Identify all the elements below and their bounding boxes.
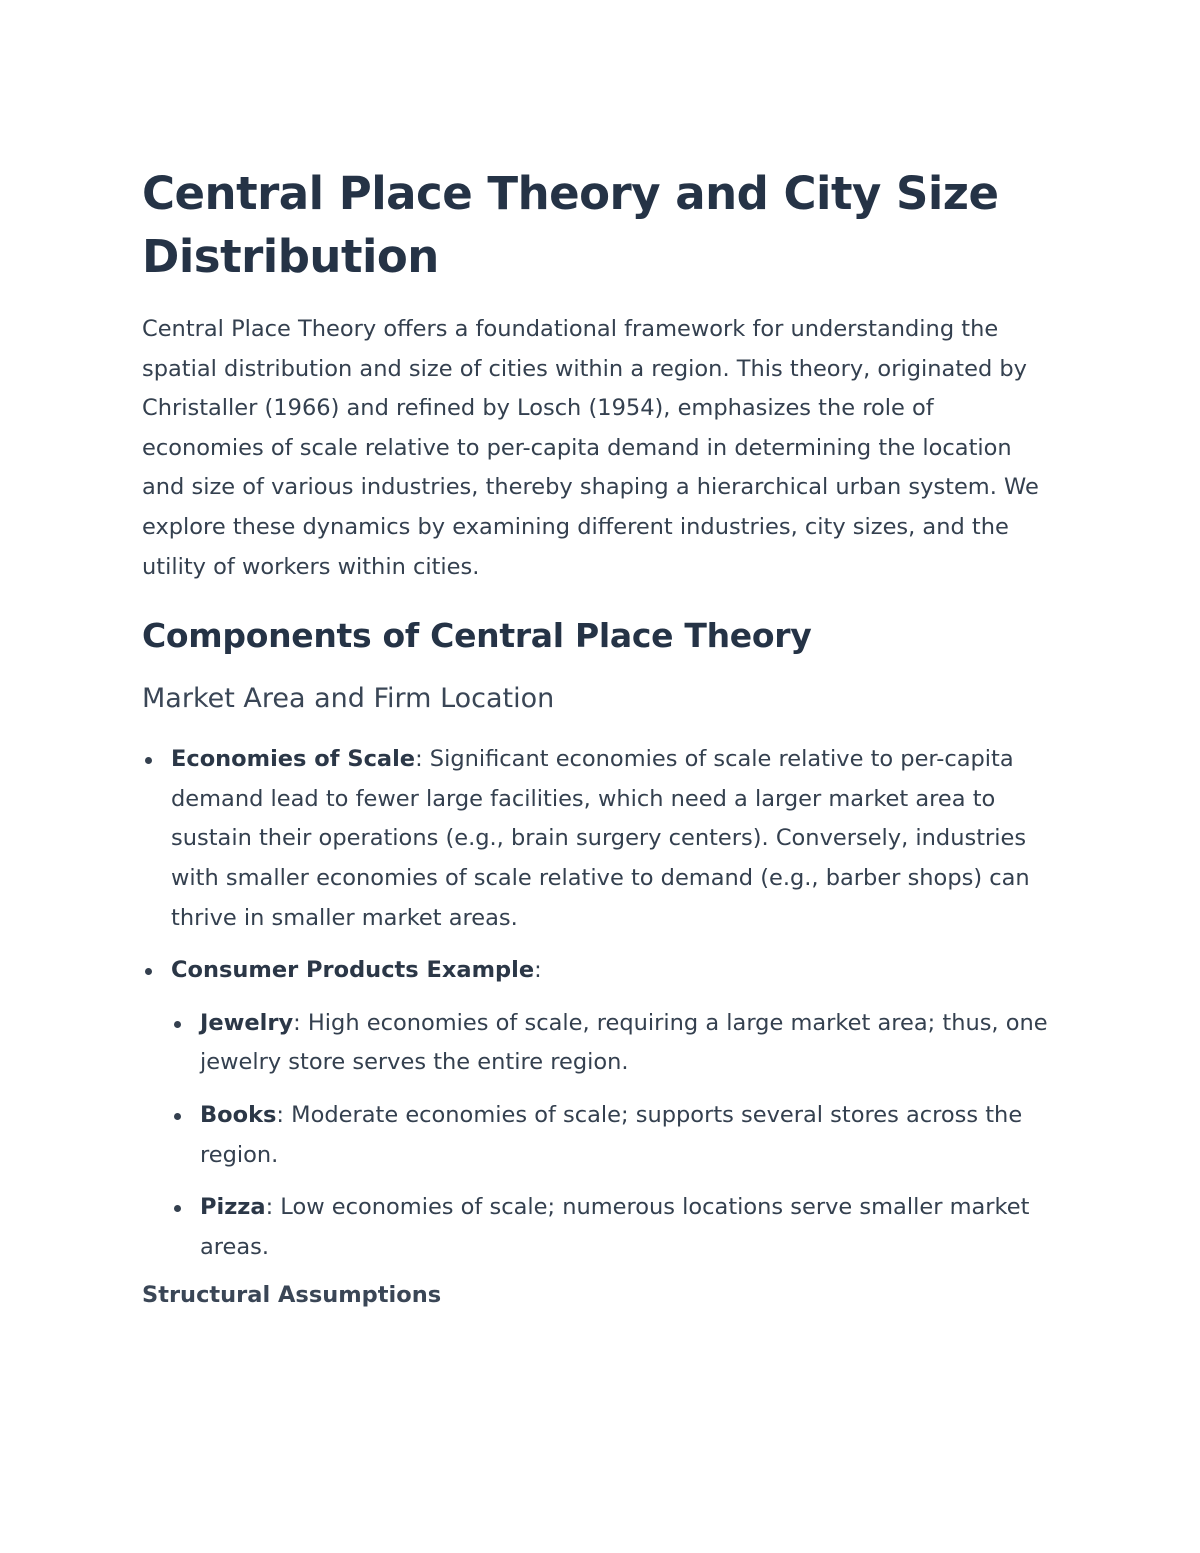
list-item-text: : High economies of scale, requiring a large market area; thus, one jewelry store serves the entire region. [200,1009,1048,1076]
intro-paragraph: Central Place Theory offers a foundational framework for understanding the spatial distribution and size of cities within a region. This theory, originated by Christaller (1966) and refined by Losch (1954), emphasizes the role of economies of scale relative to per-capita demand in determining the location and size of various industries, thereby shaping a hierarchical urban system. We explore these dynamics by examining different industries, city sizes, and the utility of workers within cities. [142,316,1039,580]
list-item-consumer-products [142,951,1057,1267]
list-item-text: : Significant economies of scale relative to per-capita demand lead to fewer large facilities, which need a larger market area to sustain their operations (e.g., brain surgery centers). Conversely, industries with smaller economies of scale relative to demand (e.g., barber shops) can thrive in smaller market areas. [171,746,1030,931]
list-item-text: : Low economies of scale; numerous locations serve smaller market areas. [200,1194,1030,1260]
document-page [142,162,1057,1312]
list-item-term: Books [200,1101,277,1128]
subsection-heading: Market Area and Firm Location [142,683,555,715]
main-bullet-list [142,740,1057,1267]
bullet-icon [174,1205,181,1212]
list-item-term: Economies of Scale [171,746,416,773]
bullet-icon [145,757,152,764]
list-item-text: : Moderate economies of scale; supports several stores across the region. [200,1101,1023,1168]
list-item-jewelry [171,1004,1057,1083]
bullet-icon [174,1113,181,1120]
bullet-icon [174,1021,181,1028]
structural-assumptions-heading: Structural Assumptions [142,1282,442,1309]
page-title: Central Place Theory and City Size Distribution [142,167,999,283]
list-item-pizza [171,1188,1057,1267]
list-item-text: : [534,957,542,984]
nested-bullet-list [171,1004,1057,1268]
list-item-term: Consumer Products Example [171,957,535,984]
bullet-icon [145,968,152,975]
section-heading: Components of Central Place Theory [142,616,812,656]
list-item-economies-of-scale [142,740,1057,938]
list-item-books [171,1096,1057,1175]
list-item-term: Pizza [200,1194,266,1221]
list-item-term: Jewelry [200,1009,294,1036]
